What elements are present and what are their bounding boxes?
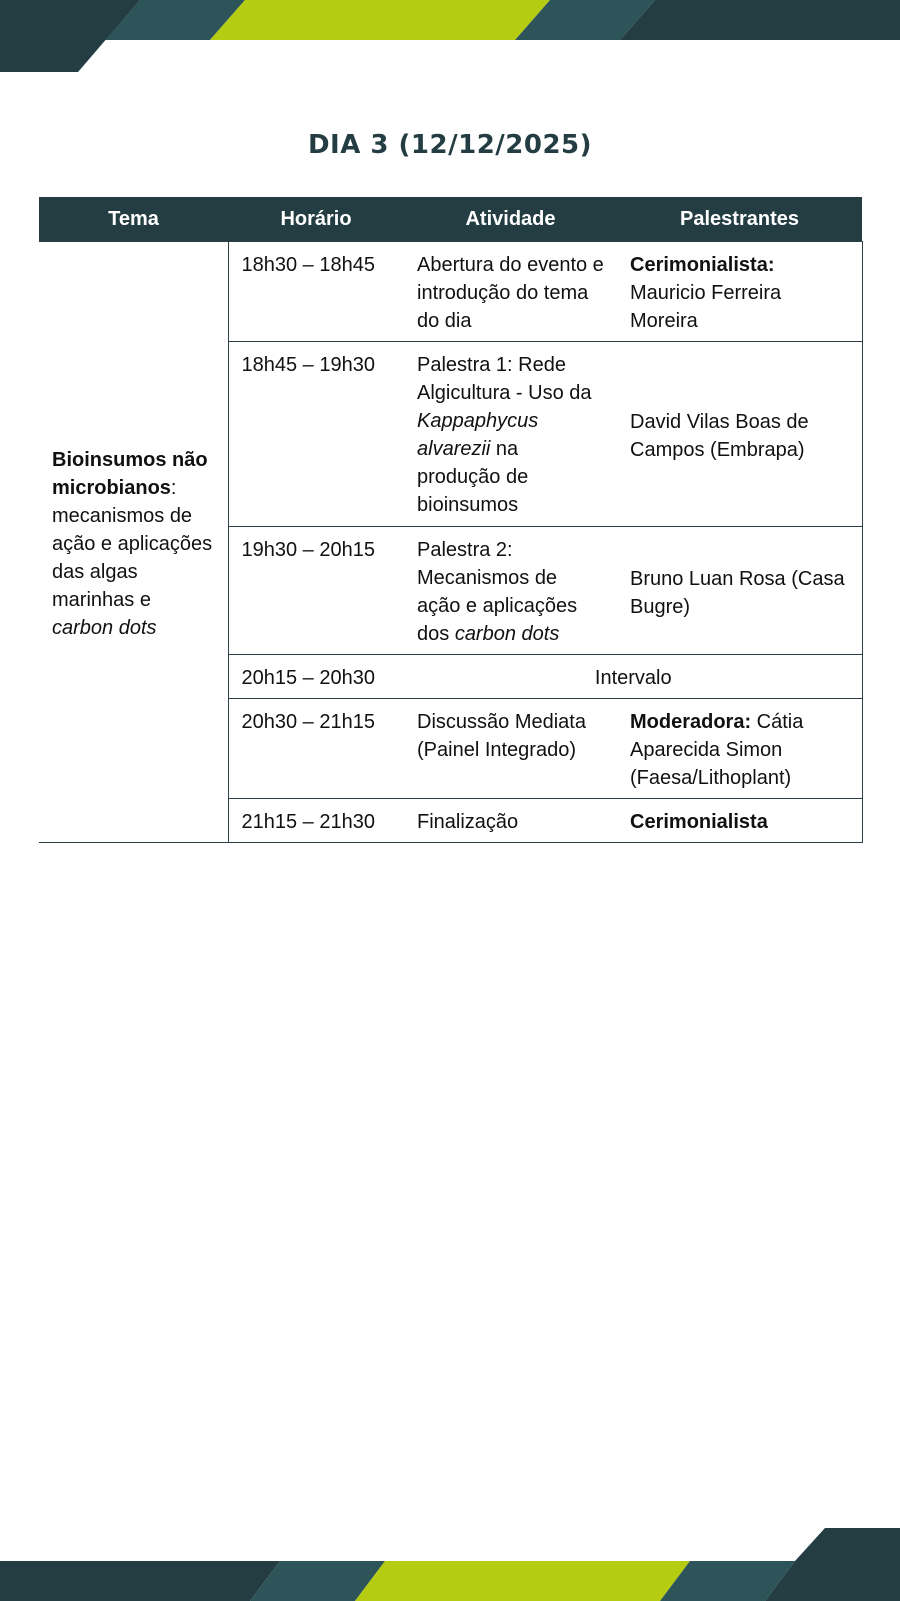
speaker-name: Cátia Aparecida Simon (Faesa/Lithoplant) xyxy=(630,711,804,789)
activity-cell: Abertura do evento e introdução do tema do dia xyxy=(404,242,617,342)
bottom-stripe-dark-left xyxy=(0,1561,280,1601)
speaker-role: Cerimonialista: xyxy=(630,254,775,276)
top-decorative-banner xyxy=(0,0,900,72)
activity-cell xyxy=(404,342,617,527)
theme-bold: Bioinsumos não microbianos xyxy=(52,449,208,499)
activity-text-end: na produção de bioinsumos xyxy=(417,438,529,516)
top-stripe-dark-right xyxy=(620,0,900,40)
table-header-row xyxy=(39,197,862,242)
time-cell: 19h30 – 20h15 xyxy=(228,527,404,655)
time-cell: 18h45 – 19h30 xyxy=(228,342,404,527)
speaker-cell: David Vilas Boas de Campos (Embrapa) xyxy=(617,342,862,527)
time-cell: 20h30 – 21h15 xyxy=(228,699,404,799)
activity-text: Palestra 1: Rede Algicultura - Uso da xyxy=(417,354,592,404)
theme-italic: carbon dots xyxy=(52,617,157,639)
bottom-stripe-lime xyxy=(355,1561,690,1601)
bottom-banner-stripes xyxy=(0,1528,900,1601)
speaker-cell xyxy=(617,699,862,799)
time-cell: 20h15 – 20h30 xyxy=(228,655,404,699)
schedule-table xyxy=(39,197,863,843)
top-banner-stripes xyxy=(0,0,900,72)
header-palestrantes: Palestrantes xyxy=(617,197,862,242)
activity-italic: carbon dots xyxy=(454,623,560,645)
time-cell: 21h15 – 21h30 xyxy=(228,799,404,843)
activity-cell: Finalização xyxy=(404,799,617,843)
speaker-cell: Bruno Luan Rosa (Casa Bugre) xyxy=(617,527,862,655)
theme-cell xyxy=(39,242,228,843)
bottom-decorative-banner xyxy=(0,1528,900,1601)
speaker-cell xyxy=(617,799,862,843)
activity-cell xyxy=(404,527,617,655)
theme-text: mecanismos de ação e aplicações das algas marinhas e xyxy=(52,505,213,611)
page-title: DIA 3 (12/12/2025) xyxy=(307,130,593,160)
speaker-cell xyxy=(617,242,862,342)
header-horario: Horário xyxy=(228,197,404,242)
activity-species: Kappaphycus alvarezii xyxy=(417,410,539,460)
speaker-role: Moderadora: xyxy=(630,711,752,733)
top-stripe-lime xyxy=(210,0,550,40)
table-row xyxy=(39,242,862,342)
activity-text: Palestra 2: Mecanismos de ação e aplicações dos xyxy=(417,539,578,645)
header-tema: Tema xyxy=(39,197,228,242)
time-cell: 18h30 – 18h45 xyxy=(228,242,404,342)
header-atividade: Atividade xyxy=(404,197,617,242)
activity-cell: Discussão Mediata (Painel Integrado) xyxy=(404,699,617,799)
theme-colon: : xyxy=(170,477,177,499)
speaker-name: Mauricio Ferreira Moreira xyxy=(630,282,782,332)
speaker-role: Cerimonialista xyxy=(630,811,768,833)
break-cell: Intervalo xyxy=(404,655,862,699)
